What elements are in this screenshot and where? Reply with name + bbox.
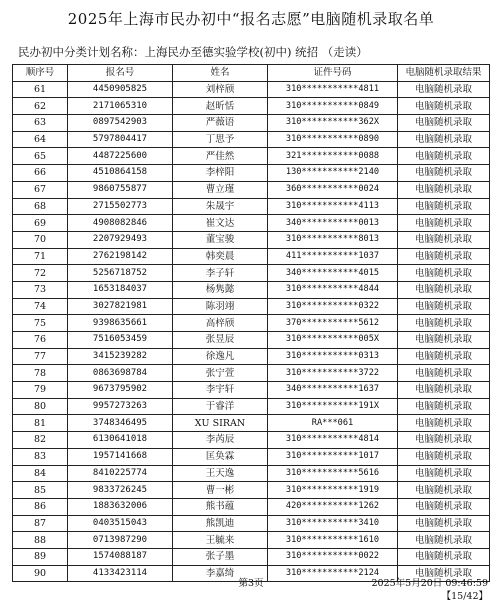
cell-id: 310***********362X bbox=[268, 115, 398, 132]
cell-seq: 71 bbox=[13, 248, 68, 265]
cell-result: 电脑随机录取 bbox=[398, 382, 490, 399]
cell-name: 王天逸 bbox=[173, 465, 268, 482]
cell-id: RA***061 bbox=[268, 415, 398, 432]
cell-id: 310***********0022 bbox=[268, 548, 398, 565]
cell-name: 董宝骏 bbox=[173, 231, 268, 248]
cell-regno: 1957141668 bbox=[68, 448, 173, 465]
cell-name: 王毓来 bbox=[173, 532, 268, 549]
cell-result: 电脑随机录取 bbox=[398, 115, 490, 132]
table-row bbox=[13, 81, 490, 98]
column-header-seq: 顺序号 bbox=[13, 65, 68, 82]
cell-result: 电脑随机录取 bbox=[398, 265, 490, 282]
cell-name: 张子墨 bbox=[173, 548, 268, 565]
table-row bbox=[13, 548, 490, 565]
cell-regno: 5256718752 bbox=[68, 265, 173, 282]
cell-result: 电脑随机录取 bbox=[398, 565, 490, 582]
cell-seq: 63 bbox=[13, 115, 68, 132]
table-row bbox=[13, 348, 490, 365]
column-header-result: 电脑随机录取结果 bbox=[398, 65, 490, 82]
cell-regno: 6130641018 bbox=[68, 432, 173, 449]
cell-seq: 66 bbox=[13, 165, 68, 182]
cell-id: 310***********4811 bbox=[268, 81, 398, 98]
cell-seq: 79 bbox=[13, 382, 68, 399]
plan-subtitle: 民办初中分类计划名称：上海民办至德实验学校(初中) 统招 （走读） bbox=[18, 45, 368, 59]
cell-name: 曹立瑾 bbox=[173, 181, 268, 198]
admission-table bbox=[12, 64, 490, 582]
cell-regno: 4487225600 bbox=[68, 148, 173, 165]
cell-seq: 86 bbox=[13, 498, 68, 515]
cell-seq: 70 bbox=[13, 231, 68, 248]
cell-seq: 64 bbox=[13, 131, 68, 148]
cell-result: 电脑随机录取 bbox=[398, 98, 490, 115]
cell-regno: 2207929493 bbox=[68, 231, 173, 248]
cell-result: 电脑随机录取 bbox=[398, 532, 490, 549]
table-row bbox=[13, 465, 490, 482]
cell-result: 电脑随机录取 bbox=[398, 515, 490, 532]
cell-result: 电脑随机录取 bbox=[398, 231, 490, 248]
cell-regno: 1883632006 bbox=[68, 498, 173, 515]
cell-id: 310***********005X bbox=[268, 332, 398, 349]
cell-name: 曹一彬 bbox=[173, 482, 268, 499]
table-row bbox=[13, 365, 490, 382]
cell-name: 严佳然 bbox=[173, 148, 268, 165]
column-header-id: 证件号码 bbox=[268, 65, 398, 82]
table-row bbox=[13, 215, 490, 232]
cell-name: 严薇语 bbox=[173, 115, 268, 132]
cell-id: 310***********5616 bbox=[268, 465, 398, 482]
cell-result: 电脑随机录取 bbox=[398, 365, 490, 382]
cell-id: 310***********4844 bbox=[268, 281, 398, 298]
cell-name: 高梓颀 bbox=[173, 315, 268, 332]
cell-regno: 4510864158 bbox=[68, 165, 173, 182]
table-row bbox=[13, 115, 490, 132]
cell-id: 310***********3722 bbox=[268, 365, 398, 382]
table-row bbox=[13, 98, 490, 115]
cell-regno: 9833726245 bbox=[68, 482, 173, 499]
cell-result: 电脑随机录取 bbox=[398, 131, 490, 148]
cell-seq: 89 bbox=[13, 548, 68, 565]
cell-result: 电脑随机录取 bbox=[398, 348, 490, 365]
cell-name: 熊凯迪 bbox=[173, 515, 268, 532]
table-row bbox=[13, 415, 490, 432]
table-row bbox=[13, 181, 490, 198]
cell-name: 李嘉绮 bbox=[173, 565, 268, 582]
cell-regno: 8410225774 bbox=[68, 465, 173, 482]
cell-regno: 1574088187 bbox=[68, 548, 173, 565]
table-row bbox=[13, 448, 490, 465]
cell-regno: 9860755877 bbox=[68, 181, 173, 198]
cell-result: 电脑随机录取 bbox=[398, 448, 490, 465]
cell-id: 340***********1637 bbox=[268, 382, 398, 399]
cell-name: 刘梓颀 bbox=[173, 81, 268, 98]
cell-name: 李子轩 bbox=[173, 265, 268, 282]
cell-id: 310***********1610 bbox=[268, 532, 398, 549]
cell-name: 于睿洋 bbox=[173, 398, 268, 415]
cell-id: 310***********0313 bbox=[268, 348, 398, 365]
table-row bbox=[13, 165, 490, 182]
cell-seq: 83 bbox=[13, 448, 68, 465]
cell-name: 熊书蕴 bbox=[173, 498, 268, 515]
cell-regno: 4133423114 bbox=[68, 565, 173, 582]
cell-result: 电脑随机录取 bbox=[398, 332, 490, 349]
cell-seq: 87 bbox=[13, 515, 68, 532]
page-title: 2025年上海市民办初中“报名志愿”电脑随机录取名单 bbox=[67, 10, 435, 28]
table-row bbox=[13, 298, 490, 315]
cell-seq: 82 bbox=[13, 432, 68, 449]
cell-regno: 3027821981 bbox=[68, 298, 173, 315]
cell-id: 360***********0024 bbox=[268, 181, 398, 198]
cell-regno: 1653184037 bbox=[68, 281, 173, 298]
cell-name: 李宇轩 bbox=[173, 382, 268, 399]
table-row bbox=[13, 532, 490, 549]
cell-result: 电脑随机录取 bbox=[398, 281, 490, 298]
cell-regno: 0863698784 bbox=[68, 365, 173, 382]
cell-regno: 3748346495 bbox=[68, 415, 173, 432]
cell-id: 340***********0013 bbox=[268, 215, 398, 232]
cell-regno: 2762198142 bbox=[68, 248, 173, 265]
cell-id: 321***********0088 bbox=[268, 148, 398, 165]
cell-seq: 75 bbox=[13, 315, 68, 332]
cell-name: XU SIRAN bbox=[173, 415, 268, 432]
cell-result: 电脑随机录取 bbox=[398, 398, 490, 415]
cell-result: 电脑随机录取 bbox=[398, 465, 490, 482]
cell-result: 电脑随机录取 bbox=[398, 482, 490, 499]
cell-regno: 2715502773 bbox=[68, 198, 173, 215]
column-header-name: 姓名 bbox=[173, 65, 268, 82]
table-body bbox=[13, 81, 490, 582]
cell-seq: 77 bbox=[13, 348, 68, 365]
table-row bbox=[13, 315, 490, 332]
cell-name: 徐逸凡 bbox=[173, 348, 268, 365]
cell-regno: 2171065310 bbox=[68, 98, 173, 115]
cell-seq: 69 bbox=[13, 215, 68, 232]
cell-seq: 62 bbox=[13, 98, 68, 115]
table-row bbox=[13, 198, 490, 215]
table-row bbox=[13, 265, 490, 282]
cell-id: 340***********4015 bbox=[268, 265, 398, 282]
table-row bbox=[13, 332, 490, 349]
cell-regno: 9398635661 bbox=[68, 315, 173, 332]
table-row bbox=[13, 281, 490, 298]
cell-regno: 0403515043 bbox=[68, 515, 173, 532]
cell-result: 电脑随机录取 bbox=[398, 298, 490, 315]
table-row bbox=[13, 382, 490, 399]
cell-regno: 9673795902 bbox=[68, 382, 173, 399]
cell-id: 310***********0849 bbox=[268, 98, 398, 115]
cell-regno: 9957273263 bbox=[68, 398, 173, 415]
cell-name: 李芮辰 bbox=[173, 432, 268, 449]
cell-seq: 72 bbox=[13, 265, 68, 282]
cell-id: 310***********2124 bbox=[268, 565, 398, 582]
cell-id: 420***********1262 bbox=[268, 498, 398, 515]
table-row bbox=[13, 131, 490, 148]
cell-regno: 4450905825 bbox=[68, 81, 173, 98]
cell-id: 310***********4113 bbox=[268, 198, 398, 215]
cell-seq: 61 bbox=[13, 81, 68, 98]
cell-seq: 80 bbox=[13, 398, 68, 415]
cell-name: 韩奕晨 bbox=[173, 248, 268, 265]
table-row bbox=[13, 432, 490, 449]
cell-result: 电脑随机录取 bbox=[398, 215, 490, 232]
print-timestamp: 2025年5月20日 09:46:59 bbox=[371, 578, 488, 589]
cell-result: 电脑随机录取 bbox=[398, 498, 490, 515]
cell-id: 370***********5612 bbox=[268, 315, 398, 332]
cell-seq: 73 bbox=[13, 281, 68, 298]
cell-name: 崔文达 bbox=[173, 215, 268, 232]
cell-id: 310***********191X bbox=[268, 398, 398, 415]
cell-name: 张昱辰 bbox=[173, 332, 268, 349]
cell-result: 电脑随机录取 bbox=[398, 315, 490, 332]
cell-id: 310***********1017 bbox=[268, 448, 398, 465]
column-header-regno: 报名号 bbox=[68, 65, 173, 82]
page-number: 第3页 bbox=[238, 578, 264, 589]
cell-seq: 76 bbox=[13, 332, 68, 349]
cell-id: 310***********8013 bbox=[268, 231, 398, 248]
cell-name: 杨隽懿 bbox=[173, 281, 268, 298]
cell-regno: 3415239282 bbox=[68, 348, 173, 365]
cell-result: 电脑随机录取 bbox=[398, 432, 490, 449]
table-row bbox=[13, 248, 490, 265]
cell-result: 电脑随机录取 bbox=[398, 165, 490, 182]
cell-id: 310***********0890 bbox=[268, 131, 398, 148]
cell-seq: 67 bbox=[13, 181, 68, 198]
cell-regno: 0897542903 bbox=[68, 115, 173, 132]
cell-name: 张宁萱 bbox=[173, 365, 268, 382]
cell-result: 电脑随机录取 bbox=[398, 181, 490, 198]
cell-id: 310***********4814 bbox=[268, 432, 398, 449]
table-header-row bbox=[13, 65, 490, 82]
cell-id: 411***********1037 bbox=[268, 248, 398, 265]
cell-name: 丁思予 bbox=[173, 131, 268, 148]
cell-id: 310***********1919 bbox=[268, 482, 398, 499]
cell-name: 赵昕恬 bbox=[173, 98, 268, 115]
cell-result: 电脑随机录取 bbox=[398, 148, 490, 165]
cell-id: 310***********0322 bbox=[268, 298, 398, 315]
table-row bbox=[13, 482, 490, 499]
cell-name: 匡奂霖 bbox=[173, 448, 268, 465]
cell-result: 电脑随机录取 bbox=[398, 548, 490, 565]
cell-id: 310***********3410 bbox=[268, 515, 398, 532]
cell-seq: 78 bbox=[13, 365, 68, 382]
cell-name: 朱晟宇 bbox=[173, 198, 268, 215]
table-row bbox=[13, 498, 490, 515]
cell-result: 电脑随机录取 bbox=[398, 248, 490, 265]
cell-seq: 65 bbox=[13, 148, 68, 165]
table-row bbox=[13, 515, 490, 532]
table-row bbox=[13, 148, 490, 165]
table-row bbox=[13, 398, 490, 415]
cell-name: 陈羽翊 bbox=[173, 298, 268, 315]
cell-seq: 85 bbox=[13, 482, 68, 499]
cell-seq: 81 bbox=[13, 415, 68, 432]
cell-regno: 0713987290 bbox=[68, 532, 173, 549]
table-row bbox=[13, 231, 490, 248]
cell-seq: 84 bbox=[13, 465, 68, 482]
cell-id: 130***********2140 bbox=[268, 165, 398, 182]
cell-result: 电脑随机录取 bbox=[398, 415, 490, 432]
cell-result: 电脑随机录取 bbox=[398, 81, 490, 98]
cell-seq: 74 bbox=[13, 298, 68, 315]
page-count: 【15/42】 bbox=[441, 591, 488, 602]
cell-result: 电脑随机录取 bbox=[398, 198, 490, 215]
cell-regno: 4908082846 bbox=[68, 215, 173, 232]
cell-regno: 7516053459 bbox=[68, 332, 173, 349]
cell-regno: 5797804417 bbox=[68, 131, 173, 148]
cell-seq: 90 bbox=[13, 565, 68, 582]
cell-seq: 68 bbox=[13, 198, 68, 215]
cell-seq: 88 bbox=[13, 532, 68, 549]
cell-name: 李梓阳 bbox=[173, 165, 268, 182]
